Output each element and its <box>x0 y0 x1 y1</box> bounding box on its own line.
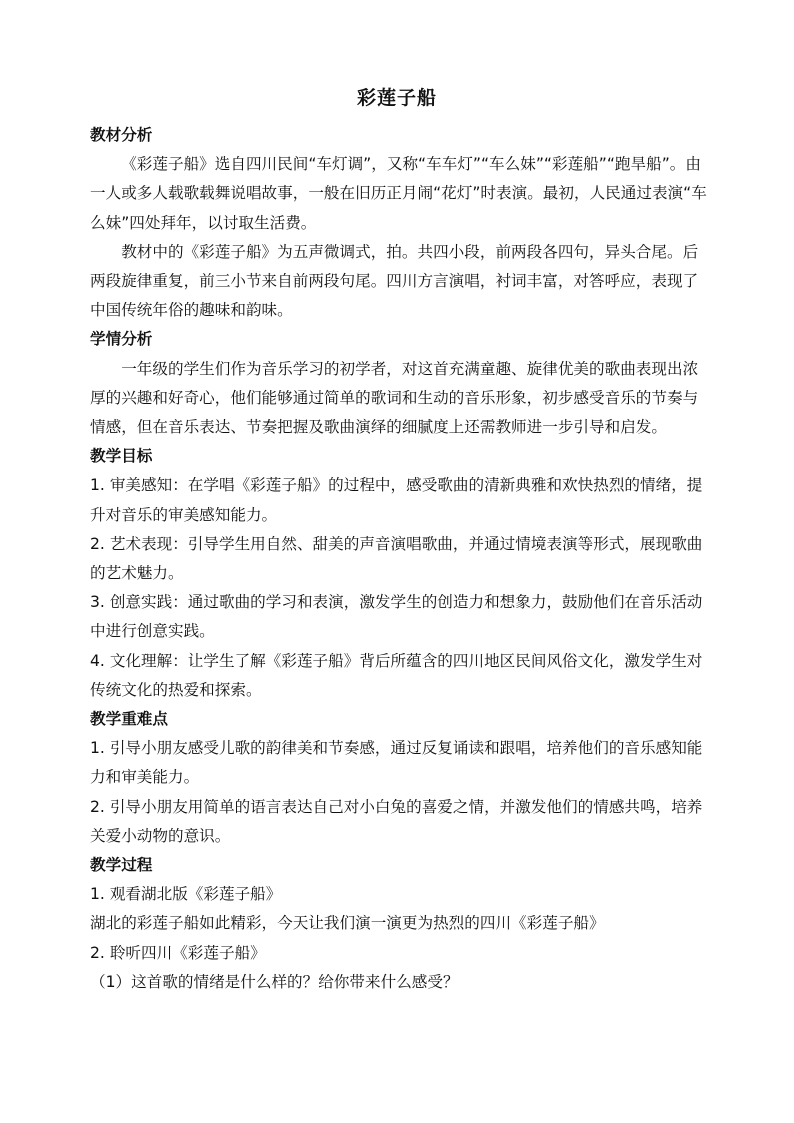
section-heading-students: 学情分析 <box>90 330 153 349</box>
process-step-2-question-1: （1）这首歌的情绪是什么样的？给你带来什么感受？ <box>90 972 459 991</box>
process-step-1-text: 湖北的彩莲子船如此精彩，今天让我们演一演更为热烈的四川《彩莲子船》 <box>90 914 605 933</box>
analysis-paragraph-2: 教材中的《彩莲子船》为五声微调式，拍。共四小段，前两段各四句，异头合尾。后两段旋律重复，前三小节来自前两段句尾。四川方言演唱，衬词丰富，对答呼应，表现了中国传统年俗的趣味和韵味。 <box>90 242 699 320</box>
section-heading-process: 教学过程 <box>90 856 153 875</box>
goal-item-4: 4. 文化理解：让学生了解《彩莲子船》背后所蕴含的四川地区民间风俗文化，激发学生对传统文化的热爱和探索。 <box>90 651 703 699</box>
students-paragraph: 一年级的学生们作为音乐学习的初学者，对这首充满童趣、旋律优美的歌曲表现出浓厚的兴趣和好奇心，他们能够通过简单的歌词和生动的音乐形象，初步感受音乐的节奏与情感，但在音乐表达、节奏把握及歌曲演绎的细腻度上还需教师进一步引导和启发。 <box>90 359 699 436</box>
section-heading-keypoints: 教学重难点 <box>90 710 168 729</box>
document-body <box>90 121 710 997</box>
goal-item-2: 2. 艺术表现：引导学生用自然、甜美的声音演唱歌曲，并通过情境表演等形式，展现歌曲的艺术魅力。 <box>90 534 703 582</box>
document-title: 彩莲子船 <box>356 87 437 109</box>
keypoint-item-2: 2. 引导小朋友用简单的语言表达自己对小白兔的喜爱之情，并激发他们的情感共鸣，培养关爱小动物的意识。 <box>90 797 703 845</box>
section-heading-analysis: 教材分析 <box>90 126 153 144</box>
goal-item-1: 1. 审美感知：在学唱《彩莲子船》的过程中，感受歌曲的清新典雅和欢快热烈的情绪，提升对音乐的审美感知能力。 <box>90 476 703 524</box>
process-step-1: 1. 观看湖北版《彩莲子船》 <box>90 885 282 904</box>
section-heading-goals: 教学目标 <box>90 447 153 466</box>
process-step-2: 2. 聆听四川《彩莲子船》 <box>90 943 266 962</box>
keypoint-item-1: 1. 引导小朋友感受儿歌的韵律美和节奏感，通过反复诵读和跟唱，培养他们的音乐感知能力和审美能力。 <box>90 739 703 787</box>
analysis-paragraph-1: 《彩莲子船》选自四川民间“车灯调”，又称“车车灯”“车么妹”“彩莲船”“跑旱船”。由一人或多人载歌载舞说唱故事，一般在旧历正月闹“花灯”时表演。最初，人民通过表演“车么妹”四处拜年，以讨取生活费。 <box>90 155 707 232</box>
goal-item-3: 3. 创意实践：通过歌曲的学习和表演，激发学生的创造力和想象力，鼓励他们在音乐活动中进行创意实践。 <box>90 593 703 641</box>
